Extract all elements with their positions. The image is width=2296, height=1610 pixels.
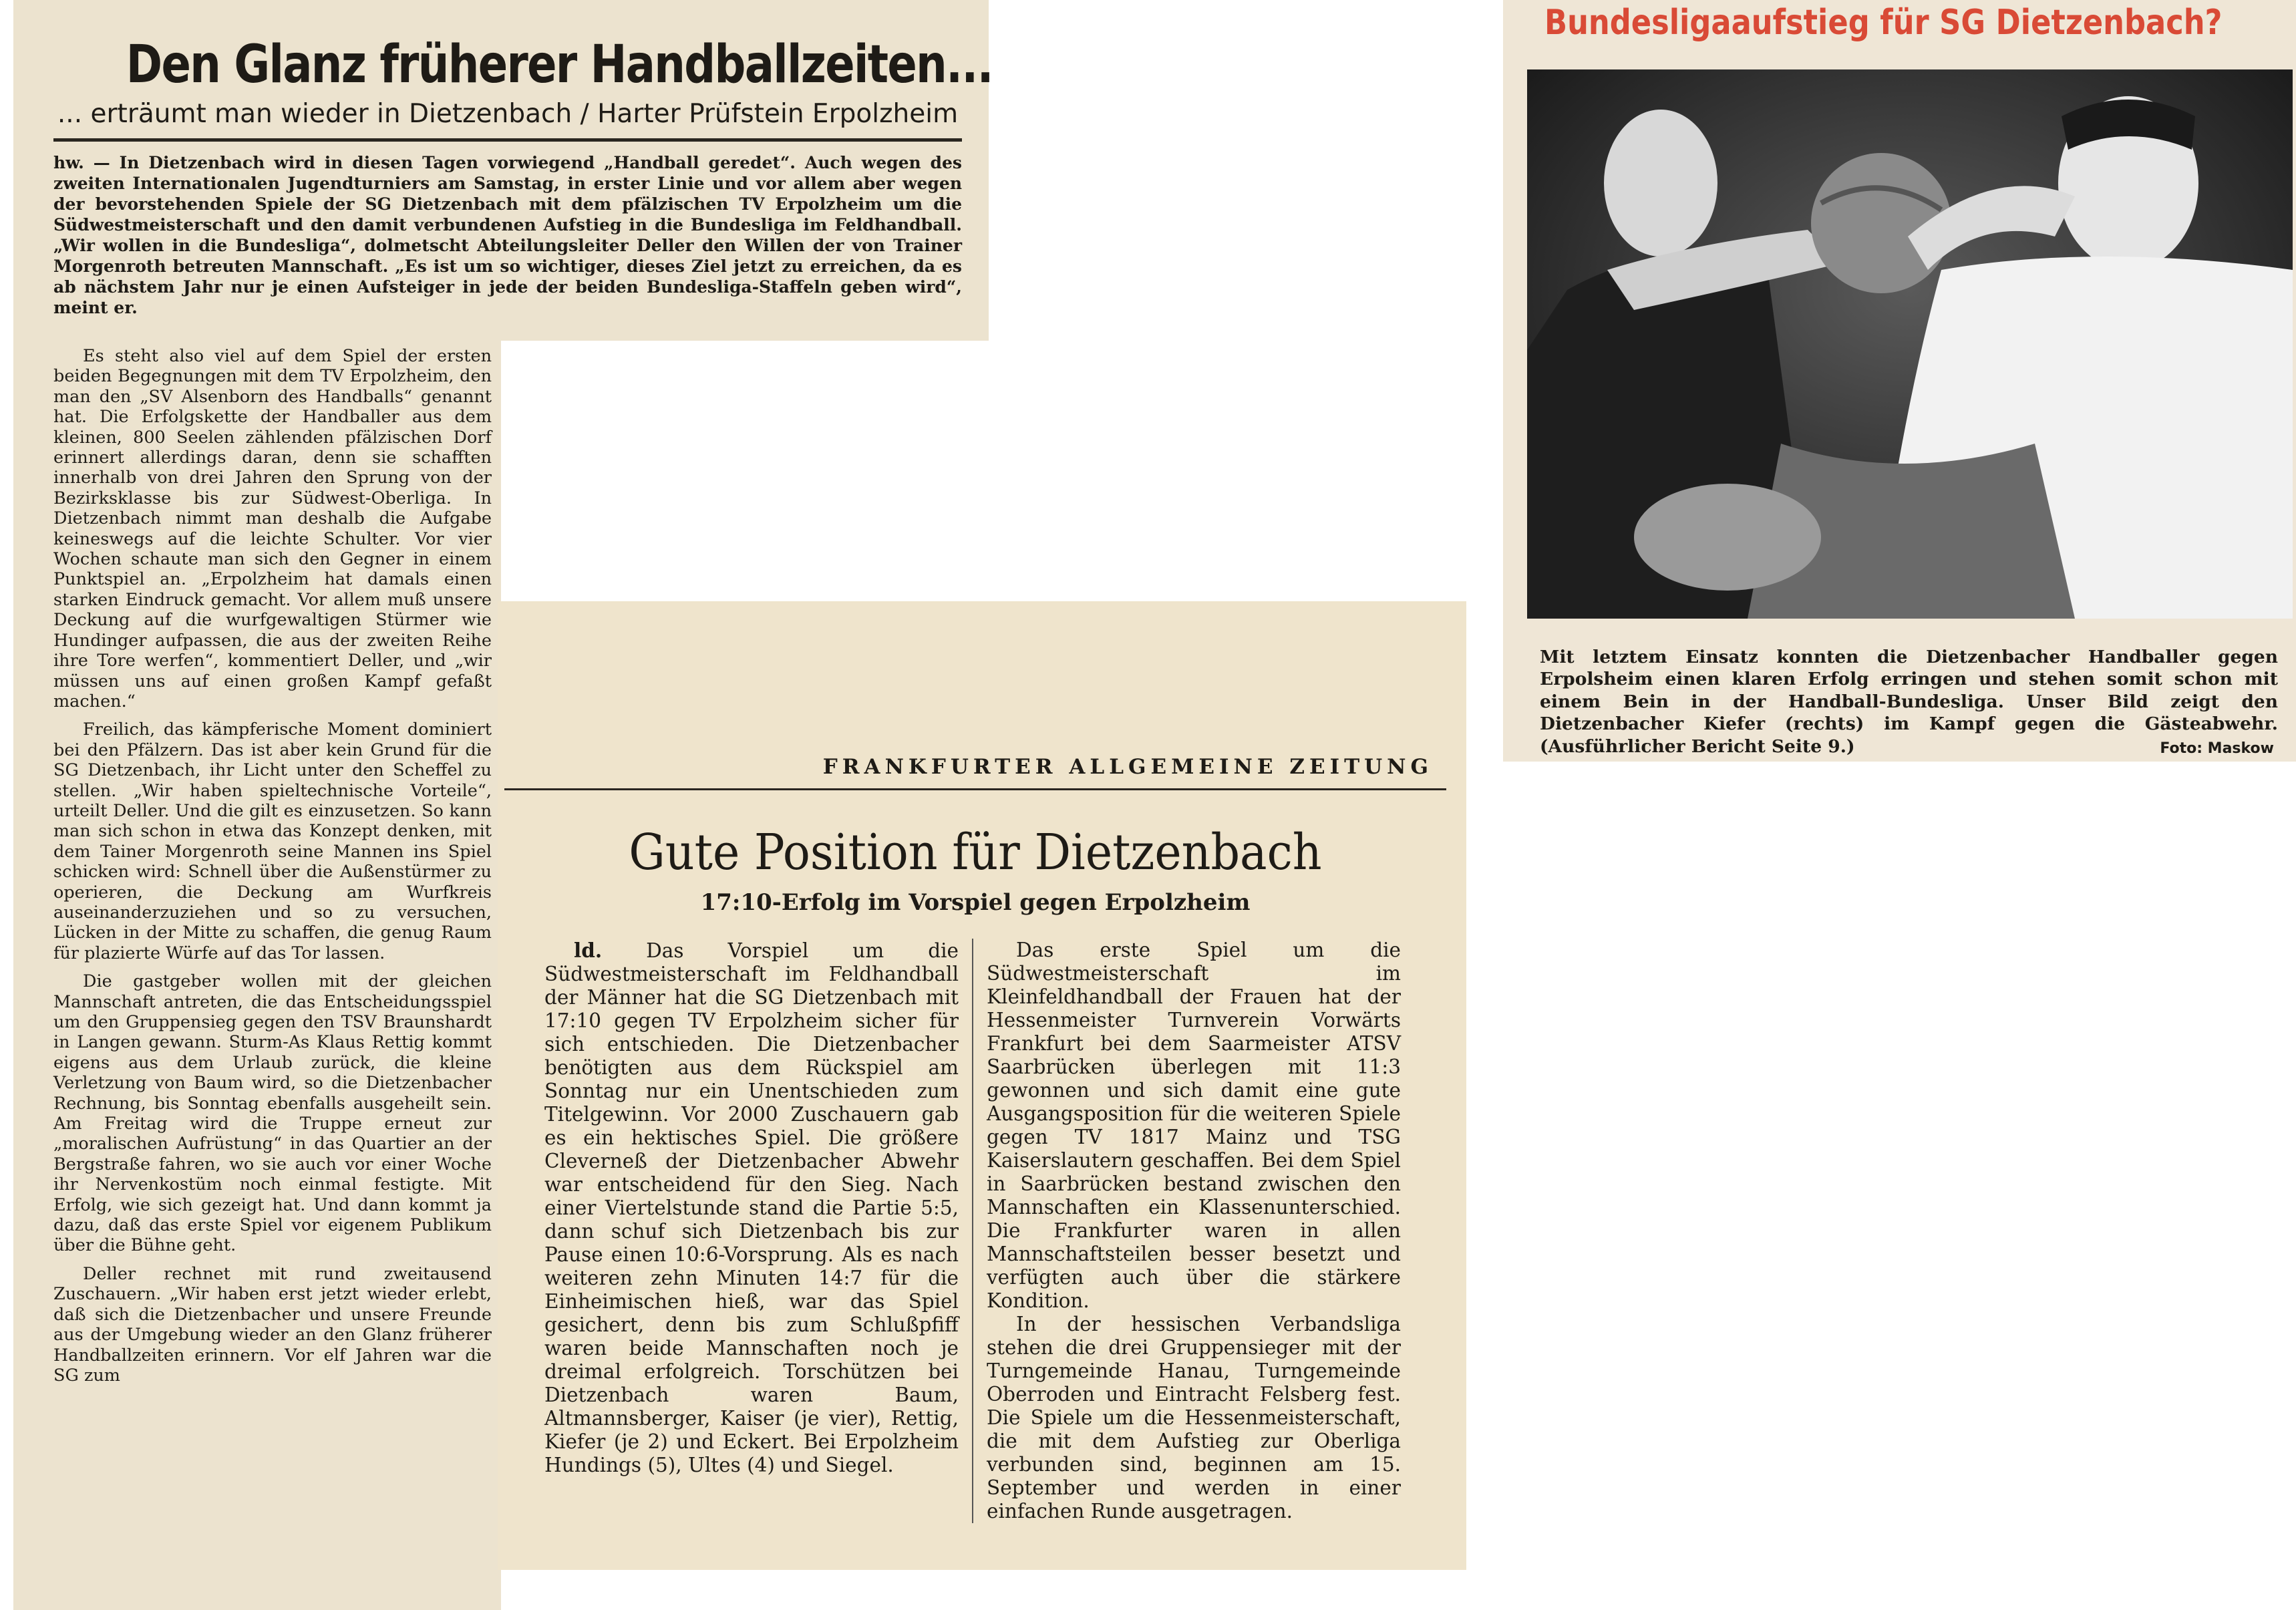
article-headline: Den Glanz früherer Handballzeiten... — [126, 35, 993, 95]
article-paragraph: Die gastgeber wollen mit der gleichen Mannschaft antreten, die das Entscheidungsspiel um den Gruppensieg gegen den TSV Braunshardt in Langen gewann. Sturm-As Klaus Rettig kommt eigens aus dem Urlaub zurück, die kleine Verletzung von Baum wird, so die Dietzenbacher Rechnung, bis Sonntag ebenfalls ausgeheilt sein. Am Freitag wird die Truppe erneut zur „moralischen Aufrüstung“ in das Quartier an der Bergstraße fahren, wo sie auch vor einer Woche ihr Nervenkostüm noch einmal festigte. Mit Erfolg, wie sich gezeigt hat. Und dann kommt ja dazu, daß das erste Spiel vor eigenem Publikum über die Bühne geht. — [53, 971, 492, 1256]
article-paragraph: In der hessischen Verbandsliga stehen die drei Gruppensieger mit der Turngemeinde Hanau, Turngemeinde Oberroden und Eintracht Felsberg fest. Die Spiele um die Hessenmeisterschaft, die mit dem Aufstieg zur Oberliga verbunden sind, beginnen am 15. September und werden in einer einfachen Runde ausgetragen. — [987, 1313, 1401, 1522]
newspaper-masthead: FRANKFURTER ALLGEMEINE ZEITUNG — [822, 755, 1433, 779]
article-body — [53, 346, 492, 1386]
handball-match-photo — [1527, 69, 2293, 619]
article-byline: ld. — [574, 939, 603, 962]
article-text: Das Vorspiel um die Südwestmeisterschaft im Feldhandball der Männer hat die SG Dietzenbach mit 17:10 gegen TV Erpolzheim sicher für sich entschieden. Die Dietzenbacher benötigten aus dem Rückspiel am Sonntag nur ein Unentschieden zum Titelgewinn. Vor 2000 Zuschauern gab es ein hektisches Spiel. Die größere Cleverneß der Dietzenbacher Abwehr war entscheidend für den Sieg. Nach einer Viertelstunde stand die Partie 5:5, dann schuf sich Dietzenbach bis zur Pause einen 10:6-Vorsprung. Als es nach weiteren zehn Minuten 14:7 für die Einheimischen hieß, war das Spiel gesichert, denn bis zum Schlußpfiff waren beide Mannschaften noch je dreimal erfolgreich. Torschützen bei Dietzenbach waren Baum, Altmannsberger, Kaiser (je vier), Rettig, Kiefer (je 2) und Eckert. Bei Erpolzheim Hundings (5), Ultes (4) und Siegel. — [544, 939, 959, 1476]
article-column-2 — [987, 939, 1401, 1523]
article-headline: Gute Position für Dietzenbach — [629, 824, 1322, 881]
article-clipping-faz — [498, 601, 1466, 1570]
photo-illustration — [1527, 69, 2293, 619]
headline-rule — [53, 138, 962, 142]
article-columns — [504, 939, 1446, 1523]
article-intro: hw. — In Dietzenbach wird in diesen Tagen vorwiegend „Handball geredet“. Auch wegen des zweiten Internationalen Jugendturniers am Samstag, in erster Linie und vor allem aber wegen der bevorstehenden Spiele der SG Dietzenbach mit dem pfälzischen TV Erpolzheim um die Südwestmeisterschaft und den damit verbundenen Aufstieg in die Bundesliga im Feldhandball. „Wir wollen in die Bundesliga“, dolmetscht Abteilungsleiter Deller den Willen der von Trainer Morgenroth betreuten Mannschaft. „Es ist um so wichtiger, dieses Ziel jetzt zu erreichen, da es ab nächstem Jahr nur je einen Aufsteiger in jede der beiden Bundesliga-Staffeln geben wird“, meint er. — [53, 153, 962, 317]
article-headline: Bundesligaaufstieg für SG Dietzenbach? — [1544, 3, 2223, 43]
photo-caption: Mit letztem Einsatz konnten die Dietzenbacher Handballer gegen Erpolsheim einen klaren Erfolg erringen und stehen somit schon mit einem Bein in der Handball-Bundesliga. Unser Bild zeigt den Dietzenbacher Kiefer (rechts) im Kampf gegen die Gästeabwehr. (Ausführlicher Bericht Seite 9.) — [1540, 646, 2278, 757]
column-divider — [972, 939, 973, 1523]
photo-clipping — [1503, 0, 2296, 762]
article-paragraph: Es steht also viel auf dem Spiel der ersten beiden Begegnungen mit dem TV Erpolzheim, den man den „SV Alsenborn des Handballs“ genannt hat. Die Erfolgskette der Handballer aus dem kleinen, 800 Seelen zählenden pfälzischen Dorf erinnert allerdings daran, denn sie schafften innerhalb von drei Jahren den Sprung von der Bezirksklasse bis zur Südwest-Oberliga. In Dietzenbach nimmt man deshalb die Aufgabe keineswegs auf die leichte Schulter. Vor vier Wochen schaute man sich den Gegner in einem Punktspiel an. „Erpolzheim hat damals einen starken Eindruck gemacht. Vor allem muß unsere Deckung auf die wurfgewaltigen Stürmer wie Hundinger aufpassen, die aus der zweiten Reihe ihre Tore werfen“, kommentiert Deller, und „wir müssen uns auf einen großen Kampf gefaßt machen.“ — [53, 346, 492, 711]
article-paragraph: Deller rechnet mit rund zweitausend Zuschauern. „Wir haben erst jetzt wieder erlebt, daß sich die Dietzenbacher und unsere Freunde aus der Umgebung wieder an den Glanz früherer Handballzeiten erinnern. Vor elf Jahren war die SG zum — [53, 1263, 492, 1386]
article-subheadline: ... erträumt man wieder in Dietzenbach / Harter Prüfstein Erpolzheim — [57, 99, 959, 129]
article-subheadline: 17:10-Erfolg im Vorspiel gegen Erpolzheim — [700, 889, 1251, 916]
masthead-rule — [504, 788, 1446, 790]
article-clipping-handballzeiten-body — [13, 341, 501, 1610]
article-clipping-handballzeiten-header — [13, 0, 993, 341]
photo-credit: Foto: Maskow — [2160, 740, 2274, 757]
article-paragraph — [544, 939, 959, 1477]
article-column-1 — [544, 939, 959, 1523]
article-paragraph: Freilich, das kämpferische Moment dominiert bei den Pfälzern. Das ist aber kein Grund für die SG Dietzenbach, ihr Licht unter den Scheffel zu stellen. „Wir haben spieltechnische Vorteile“, urteilt Deller. Und die gilt es einzusetzen. So kann man sich schon in etwa das Konzept denken, mit dem Tainer Morgenroth seine Mannen ins Spiel schicken wird: Schnell über die Außenstürmer zu operieren, die Deckung am Wurfkreis auseinanderzuziehen und so zu versuchen, Lücken in der Mitte zu schaffen, die genug Raum für plazierte Würfe auf das Tor lassen. — [53, 719, 492, 963]
article-paragraph: Das erste Spiel um die Südwestmeisterschaft im Kleinfeldhandball der Frauen hat der Hessenmeister Turnverein Vorwärts Frankfurt bei dem Saarmeister ATSV Saarbrücken überlegen mit 11:3 gewonnen und sich damit eine gute Ausgangsposition für die weiteren Spiele gegen TV 1817 Mainz und TSG Kaiserslautern geschaffen. Bei dem Spiel in Saarbrücken bestand zwischen den Mannschaften ein Klassenunterschied. Die Frankfurter waren in allen Mannschaftsteilen besser besetzt und verfügten auch über die stärkere Kondition. — [987, 939, 1401, 1312]
